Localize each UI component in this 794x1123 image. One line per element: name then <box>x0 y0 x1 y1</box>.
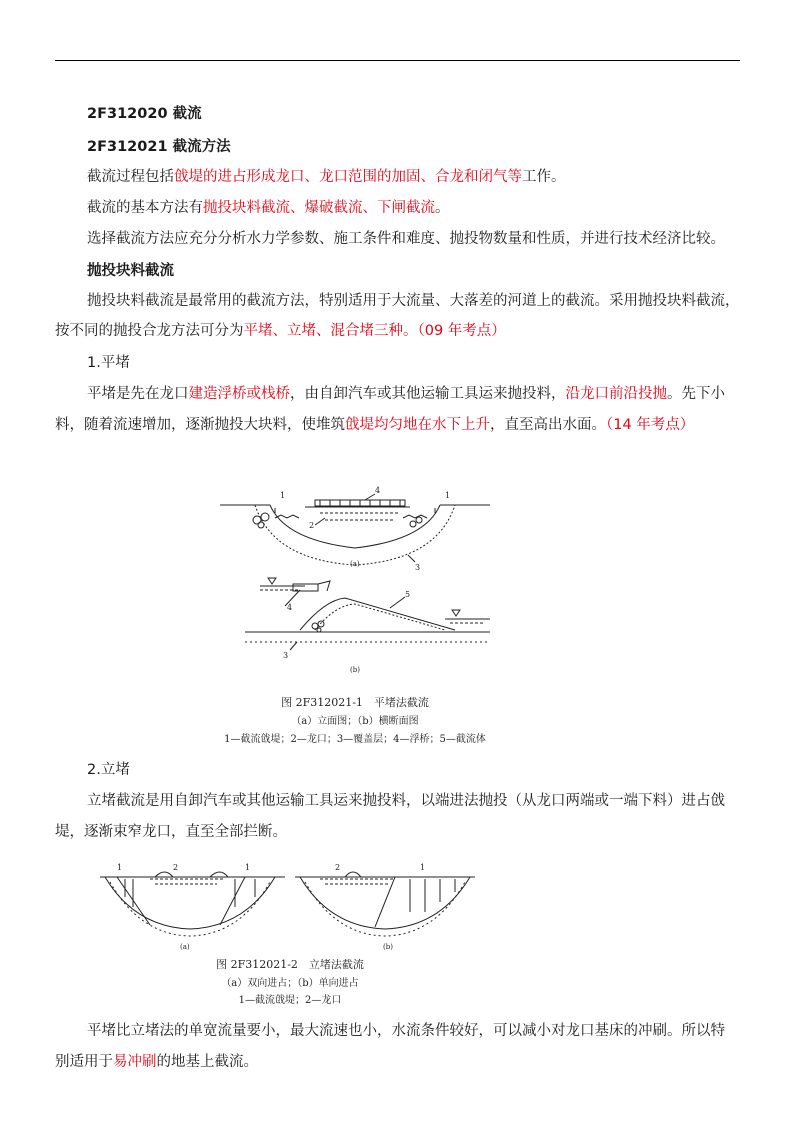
paragraph-5-line-1 <box>87 385 725 403</box>
subsection-heading: 2F312021 截流方法 <box>87 139 231 155</box>
paragraph-3: 选择截流方法应充分分析水力学参数、施工条件和难度、抛投物数量和性质，并进行技术经济比较。 <box>87 231 725 247</box>
highlight-text: 平堵、立堵、混合堵三种 <box>243 323 403 339</box>
figure-2a-two-way <box>100 872 285 936</box>
text: 。先下小 <box>667 386 725 402</box>
text: 料，随着流速增加，逐渐抛投大块料，使堆筑 <box>55 417 345 433</box>
paragraph-4-line-1: 抛投块料截流是最常用的截流方法，特别适用于大流量、大落差的河道上的截流。采用抛投块料截流， <box>87 293 740 309</box>
highlight-text: 戗堤均匀地在水下上升 <box>345 417 490 433</box>
fig1-number-4b: 4 <box>287 603 293 612</box>
fig1-number-3a: 3 <box>415 563 421 572</box>
fig2b-number-1: 1 <box>420 863 426 872</box>
text: 平堵是先在龙口 <box>87 386 189 402</box>
figure-1-subtitle: （a）立面图；（b）横断面图 <box>291 716 419 727</box>
text: 工作。 <box>522 169 566 185</box>
fig2b-number-2: 2 <box>335 863 341 872</box>
item-1-title: 1.平堵 <box>87 355 130 371</box>
fig2a-number-1-left: 1 <box>117 863 123 872</box>
fig1-number-2: 2 <box>309 521 315 530</box>
text: 按不同的抛投合龙方法可分为 <box>55 323 244 339</box>
figure-1-diagram <box>215 480 495 680</box>
exam-note: 。（09 年考点） <box>403 323 506 339</box>
text: 别适用于 <box>55 1054 113 1070</box>
fig1-number-1-right: 1 <box>445 491 451 500</box>
figure-2-diagram <box>95 857 480 952</box>
highlight-text: 建造浮桥或栈桥 <box>188 386 290 402</box>
figure-1-legend: 1—截流戗堤；2—龙口；3—覆盖层；4—浮桥；5—截流体 <box>224 734 486 745</box>
text: 截流过程包括 <box>87 169 174 185</box>
fig1-label-a: (a) <box>350 560 360 568</box>
exam-note: （14 年考点） <box>606 417 695 433</box>
header-rule <box>55 60 740 61</box>
figure-2b-one-way <box>295 872 475 936</box>
figure-1b-cross-section <box>245 578 490 650</box>
fig2a-number-2: 2 <box>173 863 179 872</box>
paragraph-6-line-2: 堤，逐渐束窄龙口，直至全部拦断。 <box>55 824 287 840</box>
section-heading: 2F312020 截流 <box>87 106 202 122</box>
fig1-number-4a: 4 <box>375 486 381 495</box>
figure-2-subtitle: （a）双向进占；（b）单向进占 <box>221 978 359 989</box>
fig2-label-b: (b) <box>383 943 393 951</box>
highlight-text: 沿龙口前沿投抛 <box>565 386 667 402</box>
text: 的地基上截流。 <box>156 1054 258 1070</box>
figure-1a-elevation <box>220 494 490 565</box>
paragraph-7-line-2 <box>55 1053 258 1071</box>
figure-1-title: 图 2F312021-1 平堵法截流 <box>281 696 429 709</box>
paragraph-1 <box>87 168 566 186</box>
paragraph-5-line-2 <box>55 416 694 434</box>
paragraph-7-line-1: 平堵比立堵法的单宽流量要小，最大流速也小，水流条件较好，可以减小对龙口基床的冲刷。所以特 <box>87 1023 725 1039</box>
figure-2-title: 图 2F312021-2 立堵法截流 <box>216 958 364 971</box>
fig1-number-5: 5 <box>405 590 411 599</box>
paragraph-4-line-2 <box>55 322 506 340</box>
paragraph-6-line-1: 立堵截流是用自卸汽车或其他运输工具运来抛投料，以端进法抛投（从龙口两端或一端下料）进占戗 <box>87 793 725 809</box>
fig2a-number-1-right: 1 <box>245 863 251 872</box>
paragraph-2 <box>87 199 450 217</box>
figure-2-legend: 1—截流戗堤；2—龙口 <box>238 995 342 1006</box>
text: ，直至高出水面。 <box>490 417 606 433</box>
highlight-text: 戗堤的进占形成龙口、龙口范围的加固、合龙和闭气等 <box>174 169 522 185</box>
fig1-number-1-left: 1 <box>280 491 286 500</box>
highlight-text: 易冲刷 <box>113 1054 157 1070</box>
text: 截流的基本方法有 <box>87 200 203 216</box>
highlight-text: 抛投块料截流、爆破截流、下闸截流 <box>203 200 435 216</box>
text: ，由自卸汽车或其他运输工具运来抛投料， <box>290 386 566 402</box>
method-heading: 抛投块料截流 <box>87 263 174 279</box>
item-2-title: 2.立堵 <box>87 762 130 778</box>
text: 。 <box>435 200 450 216</box>
fig1-number-3b: 3 <box>283 651 289 660</box>
fig1-label-b: (b) <box>350 666 360 674</box>
fig2-label-a: (a) <box>180 943 190 951</box>
